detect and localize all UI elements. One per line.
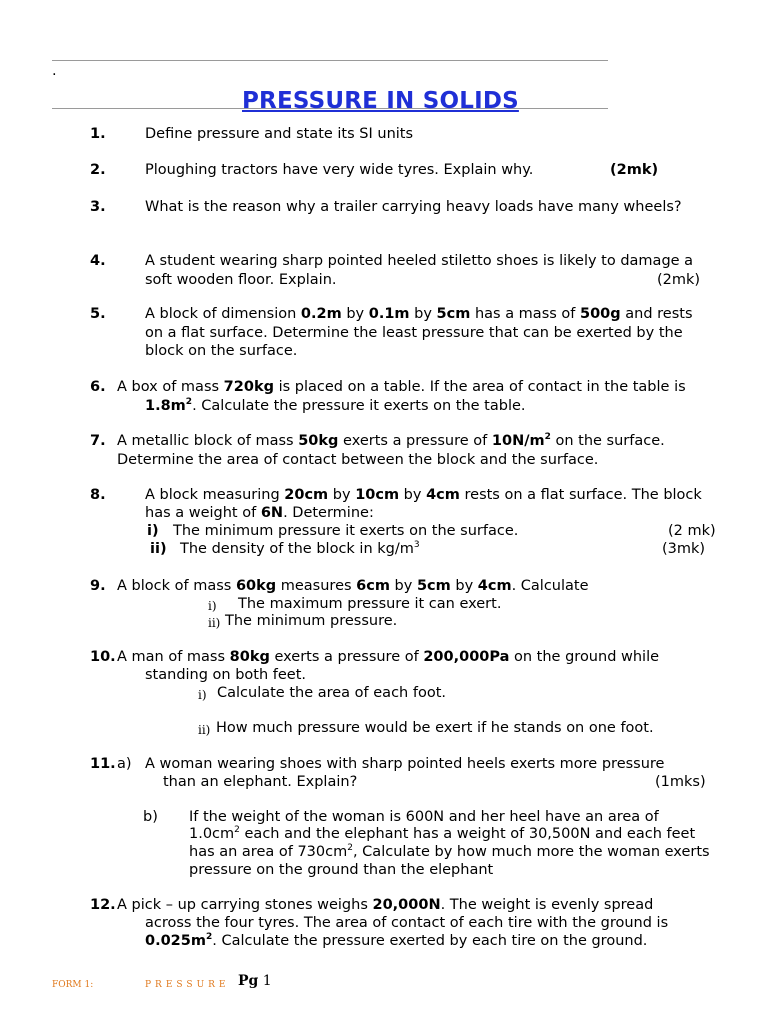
q9-number: 9. — [90, 578, 106, 594]
q2-number: 2. — [90, 162, 106, 178]
q8-ii-marks: (3mk) — [662, 541, 706, 557]
q6-number: 6. — [90, 379, 106, 395]
q4-number: 4. — [90, 253, 106, 269]
q10-ii-text: How much pressure would be exert if he stands on one foot. — [216, 720, 654, 736]
q9-ii-text: The minimum pressure. — [225, 613, 398, 629]
q7-line1: A metallic block of mass 50kg exerts a pressure of $10N/m^2$ on the surface. — [117, 432, 665, 449]
q10-line1: A man of mass 80kg exerts a pressure of 200,000Pa on the ground while — [117, 649, 660, 665]
q11-b-label: b) — [143, 809, 158, 825]
q5-line1: A block of dimension 0.2m by 0.1m by 5cm has a mass of 500g and rests — [145, 306, 693, 322]
q2-marks: (2mk) — [610, 162, 659, 178]
q10-i-label: i) — [198, 688, 207, 702]
q1-number: 1. — [90, 126, 106, 142]
header-rule-top — [52, 60, 608, 61]
footer-page-number: Pg 1 — [238, 973, 272, 989]
q8-line1: A block measuring 20cm by 10cm by 4cm rests on a flat surface. The block — [145, 487, 702, 503]
q4-line2: soft wooden floor. Explain. — [145, 272, 337, 288]
q9-i-label: i) — [208, 599, 217, 613]
q9-i-text: The maximum pressure it can exert. — [238, 596, 502, 612]
q11-b-line1: If the weight of the woman is 600N and her heel have an area of — [189, 809, 659, 825]
q8-number: 8. — [90, 487, 106, 503]
q8-line2: has a weight of 6N. Determine: — [145, 505, 374, 521]
q5-line2: on a flat surface. Determine the least pressure that can be exerted by the — [145, 325, 683, 341]
q4-marks: (2mk) — [657, 272, 701, 288]
q1-text: Define pressure and state its SI units — [145, 126, 414, 142]
q5-line3: block on the surface. — [145, 343, 298, 359]
q8-ii-label: ii) — [150, 541, 167, 557]
q6-line2: $1.8m^2$. Calculate the pressure it exerts on the table. — [145, 397, 526, 414]
q9-ii-label: ii) — [208, 616, 221, 630]
q10-ii-label: ii) — [198, 723, 211, 737]
header-dot: . — [52, 63, 57, 79]
q10-i-text: Calculate the area of each foot. — [217, 685, 446, 701]
q12-line1: A pick – up carrying stones weighs 20,000N. The weight is evenly spread — [117, 897, 654, 913]
footer-topic: PRESSURE — [145, 980, 230, 990]
q12-line3: $0.025m^2$. Calculate the pressure exerted by each tire on the ground. — [145, 932, 648, 949]
q11-a-line1: A woman wearing shoes with sharp pointed heels exerts more pressure — [145, 756, 665, 772]
q11-a-line2: than an elephant. Explain? — [163, 774, 358, 790]
q3-text: What is the reason why a trailer carrying heavy loads have many wheels? — [145, 199, 682, 215]
q11-b-line2: $1.0cm^2$ each and the elephant has a weight of 30,500N and each feet — [189, 825, 696, 842]
footer-form-label: FORM 1: — [52, 980, 94, 990]
q5-number: 5. — [90, 306, 106, 322]
q12-line2: across the four tyres. The area of contact of each tire with the ground is — [145, 915, 669, 931]
q7-line2: Determine the area of contact between the block and the surface. — [117, 452, 599, 468]
q3-number: 3. — [90, 199, 106, 215]
q7-number: 7. — [90, 433, 106, 449]
q10-line2: standing on both feet. — [145, 667, 307, 683]
q6-line1: A box of mass 720kg is placed on a table. If the area of contact in the table is — [117, 379, 686, 395]
q11-b-line3: has an area of $730cm^2$, Calculate by how much more the woman exerts — [189, 843, 710, 860]
q8-i-text: The minimum pressure it exerts on the surface. — [173, 523, 519, 539]
q9-line1: A block of mass 60kg measures 6cm by 5cm by 4cm. Calculate — [117, 578, 589, 594]
q8-i-marks: (2 mk) — [668, 523, 716, 539]
page-title: PRESSURE IN SOLIDS — [242, 88, 519, 114]
q2-text: Ploughing tractors have very wide tyres. Explain why. — [145, 162, 534, 178]
q12-number: 12. — [90, 897, 116, 913]
q8-ii-text: The density of the block in $kg/m^3$ — [180, 540, 420, 557]
q11-a-label: a) — [117, 756, 132, 772]
q11-a-marks: (1mks) — [655, 774, 706, 790]
q11-b-line4: pressure on the ground than the elephant — [189, 862, 494, 878]
q4-line1: A student wearing sharp pointed heeled stiletto shoes is likely to damage a — [145, 253, 694, 269]
q8-i-label: i) — [147, 523, 159, 539]
q11-number: 11. — [90, 756, 116, 772]
q10-number: 10. — [90, 649, 116, 665]
